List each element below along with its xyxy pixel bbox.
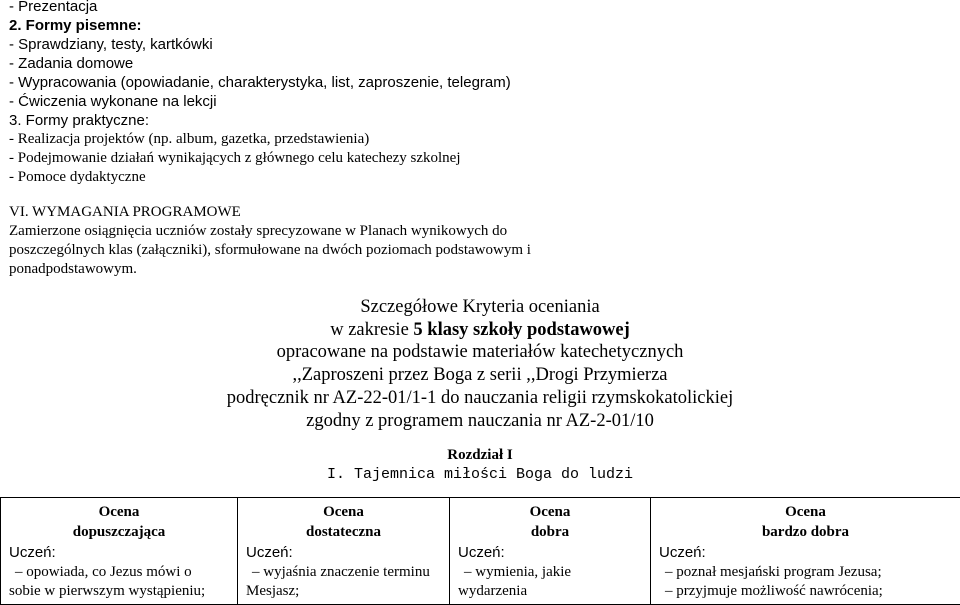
section-vi-heading: VI. WYMAGANIA PROGRAMOWE xyxy=(9,203,241,222)
list-line-pomoce: - Pomoce dydaktyczne xyxy=(9,168,146,187)
grade-header-label: Ocena xyxy=(458,503,642,523)
grade-cell-dobra xyxy=(450,543,651,604)
requirement-item: – wymienia, jakie xyxy=(458,563,642,583)
chapter-title: I. Tajemnica miłości Boga do ludzi xyxy=(0,466,960,483)
requirement-text: przyjmuje możliwość nawrócenia; xyxy=(676,583,883,599)
grade-header-dostateczna xyxy=(238,498,450,544)
list-line-realizacja: - Realizacja projektów (np. album, gazetka, przedstawienia) xyxy=(9,130,369,149)
grade-cell-bardzo-dobra xyxy=(651,543,960,604)
section-vi-paragraph-line-1: Zamierzone osiągnięcia uczniów zostały sprecyzowane w Planach wynikowych do xyxy=(9,222,507,241)
list-line-podejmowanie: - Podejmowanie działań wynikających z głównego celu katechezy szkolnej xyxy=(9,149,461,168)
criteria-scope xyxy=(0,319,960,343)
grade-header-name: bardzo dobra xyxy=(659,523,952,543)
requirement-continuation: Mesjasz; xyxy=(246,582,441,602)
criteria-textbook: podręcznik nr AZ-22-01/1-1 do nauczania religii rzymskokatolickiej xyxy=(0,387,960,411)
heading-formy-praktyczne: 3. Formy praktyczne: xyxy=(9,111,149,130)
criteria-title: Szczegółowe Kryteria oceniania xyxy=(0,296,960,320)
requirement-text: opowiada, co Jezus mówi o xyxy=(26,564,191,580)
list-line-zadania-domowe: - Zadania domowe xyxy=(9,54,133,73)
requirement-continuation: wydarzenia xyxy=(458,582,642,602)
list-line-prezentacja: - Prezentacja xyxy=(9,0,97,16)
grade-header-dobra xyxy=(450,498,651,544)
grades-table xyxy=(0,497,960,605)
criteria-scope-class: 5 klasy szkoły podstawowej xyxy=(413,320,629,340)
section-vi-paragraph-line-3: ponadpodstawowym. xyxy=(9,260,137,279)
list-line-wypracowania: - Wypracowania (opowiadanie, charakterystyka, list, zaproszenie, telegram) xyxy=(9,73,511,92)
requirement-text: wyjaśnia znaczenie terminu xyxy=(263,564,430,580)
requirement-continuation: sobie w pierwszym wystąpieniu; xyxy=(9,582,229,602)
criteria-program: zgodny z programem nauczania nr AZ-2-01/10 xyxy=(0,410,960,434)
grade-header-label: Ocena xyxy=(9,503,229,523)
grade-header-name: dobra xyxy=(458,523,642,543)
grade-cell-dostateczna xyxy=(238,543,450,604)
list-line-sprawdziany: - Sprawdziany, testy, kartkówki xyxy=(9,35,213,54)
requirement-item: – wyjaśnia znaczenie terminu xyxy=(246,563,441,583)
requirement-text: wymienia, jakie xyxy=(475,564,571,580)
grade-header-label: Ocena xyxy=(659,503,952,523)
grade-header-label: Ocena xyxy=(246,503,441,523)
requirement-item: – poznał mesjański program Jezusa; xyxy=(659,563,952,583)
grade-header-name: dostateczna xyxy=(246,523,441,543)
criteria-series: ,,Zaproszeni przez Boga z serii ,,Drogi Przymierza xyxy=(0,364,960,388)
grades-body-row xyxy=(1,543,960,604)
requirement-item: – przyjmuje możliwość nawrócenia; xyxy=(659,582,952,602)
section-vi-paragraph-line-2: poszczególnych klas (załączniki), sformułowane na dwóch poziomach podstawowym i xyxy=(9,241,531,260)
heading-formy-pisemne: 2. Formy pisemne: xyxy=(9,16,142,35)
pupil-label: Uczeń: xyxy=(9,543,229,563)
criteria-basis: opracowane na podstawie materiałów katechetycznych xyxy=(0,341,960,365)
requirement-text: poznał mesjański program Jezusa; xyxy=(676,564,881,580)
grades-header-row xyxy=(1,498,960,544)
grade-cell-dopuszczajaca xyxy=(1,543,238,604)
pupil-label: Uczeń: xyxy=(659,543,952,563)
grade-header-dopuszczajaca xyxy=(1,498,238,544)
pupil-label: Uczeń: xyxy=(458,543,642,563)
grade-header-name: dopuszczająca xyxy=(9,523,229,543)
grade-header-bardzo-dobra xyxy=(651,498,960,544)
pupil-label: Uczeń: xyxy=(246,543,441,563)
requirement-item: – opowiada, co Jezus mówi o xyxy=(9,563,229,583)
list-line-cwiczenia: - Ćwiczenia wykonane na lekcji xyxy=(9,92,217,111)
chapter-label: Rozdział I xyxy=(0,447,960,464)
criteria-scope-prefix: w zakresie xyxy=(330,320,413,340)
